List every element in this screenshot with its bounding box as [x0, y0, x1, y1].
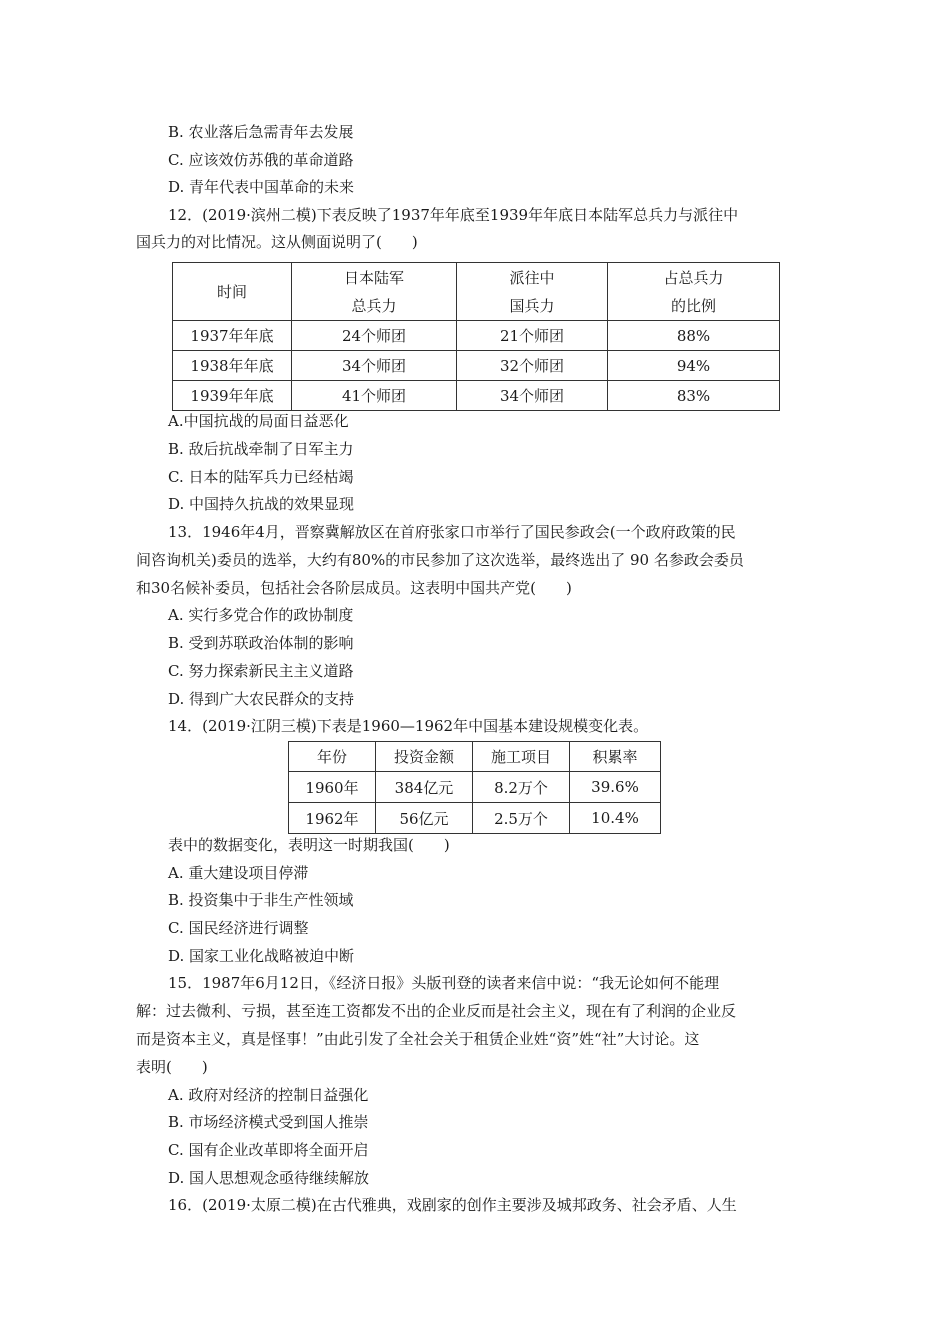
q13-stem-line1: 13．1946年4月，晋察冀解放区在首府张家口市举行了国民参政会(一个政府政策的民 [168, 523, 736, 541]
q14-after-table: 表中的数据变化，表明这一时期我国( ) [168, 836, 450, 854]
q13-stem-line3: 和30名候补委员，包括社会各阶层成员。这表明中国共产党( ) [136, 579, 572, 597]
table-cell: 2.5万个 [473, 803, 570, 834]
table-cell: 88% [608, 321, 780, 351]
q15-option-a: A. 政府对经济的控制日益强化 [168, 1086, 369, 1104]
table-cell: 34个师团 [292, 351, 457, 381]
q14-option-b: B. 投资集中于非生产性领域 [168, 891, 354, 909]
q11-option-b: B. 农业落后急需青年去发展 [168, 123, 354, 141]
table-cell: 1939年年底 [173, 381, 292, 411]
table-cell: 32个师团 [457, 351, 608, 381]
table-row [289, 772, 661, 803]
q13-option-d: D. 得到广大农民群众的支持 [168, 690, 355, 708]
q15-stem-line4: 表明( ) [136, 1058, 208, 1076]
q13-option-a: A. 实行多党合作的政协制度 [168, 606, 354, 624]
table-cell: 56亿元 [376, 803, 473, 834]
table-cell: 34个师团 [457, 381, 608, 411]
q12-option-d: D. 中国持久抗战的效果显现 [168, 495, 355, 513]
q15-stem-line3: 而是资本主义，真是怪事！”由此引发了全社会关于租赁企业姓“资”姓“社”大讨论。这 [136, 1030, 700, 1048]
q11-option-c: C. 应该效仿苏俄的革命道路 [168, 151, 354, 169]
table-header-cell: 投资金额 [376, 742, 473, 772]
table-cell: 94% [608, 351, 780, 381]
table-cell: 1962年 [289, 803, 376, 834]
q14-stem-line1: 14．(2019·江阴三模)下表是1960—1962年中国基本建设规模变化表。 [168, 717, 649, 735]
q13-option-c: C. 努力探索新民主主义道路 [168, 662, 354, 680]
q11-option-d: D. 青年代表中国革命的未来 [168, 178, 355, 196]
q14-option-a: A. 重大建设项目停滞 [168, 864, 309, 882]
q12-stem-line1: 12．(2019·滨州二模)下表反映了1937年年底至1939年年底日本陆军总兵力与派往中 [168, 206, 739, 224]
q15-option-d: D. 国人思想观念亟待继续解放 [168, 1169, 370, 1187]
table-cell: 8.2万个 [473, 772, 570, 803]
q12-table [172, 262, 780, 411]
q12-option-c: C. 日本的陆军兵力已经枯竭 [168, 468, 354, 486]
q15-stem-line1: 15．1987年6月12日，《经济日报》头版刊登的读者来信中说：“我无论如何不能理 [168, 974, 720, 992]
q14-table [288, 741, 661, 834]
q16-stem-line1: 16．(2019·太原二模)在古代雅典，戏剧家的创作主要涉及城邦政务、社会矛盾、人生 [168, 1196, 737, 1214]
table-cell: 24个师团 [292, 321, 457, 351]
table-row [289, 803, 661, 834]
table-cell: 39.6% [570, 772, 661, 803]
table-header-row [289, 742, 661, 772]
table-cell: 10.4% [570, 803, 661, 834]
table-cell: 1960年 [289, 772, 376, 803]
q12-stem-line2: 国兵力的对比情况。这从侧面说明了( ) [136, 233, 418, 251]
table-row [173, 381, 780, 411]
q14-option-d: D. 国家工业化战略被迫中断 [168, 947, 355, 965]
q15-option-b: B. 市场经济模式受到国人推崇 [168, 1113, 369, 1131]
table-header-cell: 派往中 国兵力 [457, 263, 608, 321]
table-cell: 41个师团 [292, 381, 457, 411]
table-row [173, 351, 780, 381]
q13-option-b: B. 受到苏联政治体制的影响 [168, 634, 354, 652]
table-header-row [173, 263, 780, 321]
q15-option-c: C. 国有企业改革即将全面开启 [168, 1141, 369, 1159]
table-header-cell: 积累率 [570, 742, 661, 772]
table-cell: 83% [608, 381, 780, 411]
table-cell: 384亿元 [376, 772, 473, 803]
q12-option-b: B. 敌后抗战牵制了日军主力 [168, 440, 354, 458]
table-header-cell: 日本陆军 总兵力 [292, 263, 457, 321]
q15-stem-line2: 解：过去微利、亏损，甚至连工资都发不出的企业反而是社会主义，现在有了利润的企业反 [136, 1002, 737, 1020]
table-header-cell: 年份 [289, 742, 376, 772]
table-header-cell: 时间 [173, 263, 292, 321]
q14-option-c: C. 国民经济进行调整 [168, 919, 309, 937]
table-cell: 1938年年底 [173, 351, 292, 381]
table-row [173, 321, 780, 351]
table-header-cell: 施工项目 [473, 742, 570, 772]
table-cell: 1937年年底 [173, 321, 292, 351]
q13-stem-line2: 间咨询机关)委员的选举，大约有80%的市民参加了这次选举，最终选出了 90 名参政会委员 [136, 551, 744, 569]
table-header-cell: 占总兵力 的比例 [608, 263, 780, 321]
table-cell: 21个师团 [457, 321, 608, 351]
q12-option-a: A.中国抗战的局面日益恶化 [168, 412, 349, 430]
